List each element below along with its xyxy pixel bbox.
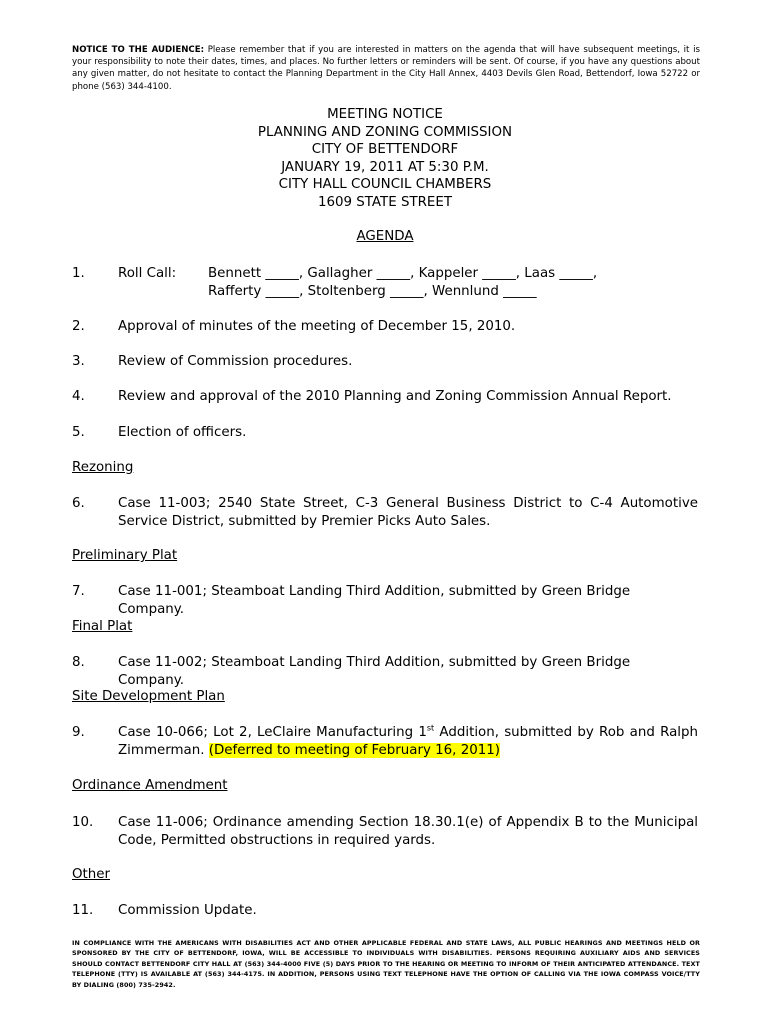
header-city: CITY OF BETTENDORF <box>311 142 459 158</box>
audience-notice <box>72 44 700 93</box>
roll-call-label: Roll Call: <box>118 266 177 281</box>
agenda-item-roll-call <box>72 265 702 305</box>
item-text: Case 11-006; Ordinance amending Section 18.30.1(e) of Appendix B to the Municipal Code, Permitted obstructions in required yards. <box>118 815 698 848</box>
roll-call-names <box>208 265 668 301</box>
ordinal-suffix: st <box>426 723 435 733</box>
item-text: Approval of minutes of the meeting of December 15, 2010. <box>118 319 516 334</box>
item-number: 10. <box>72 815 94 830</box>
agenda-item-3 <box>72 353 702 373</box>
header-address: 1609 STATE STREET <box>317 194 453 210</box>
item-text: Commission Update. <box>118 903 257 918</box>
item-number: 8. <box>72 655 85 670</box>
section-heading-preliminary-plat: Preliminary Plat <box>72 548 178 563</box>
item-text: Case 11-002; Steamboat Landing Third Addition, submitted by Green Bridge Company. <box>118 655 631 688</box>
header-location: CITY HALL COUNCIL CHAMBERS <box>278 177 492 193</box>
item-number: 4. <box>72 389 85 404</box>
agenda-item-9 <box>72 724 702 764</box>
deferred-notice-highlight: (Deferred to meeting of February 16, 2011) <box>208 743 500 758</box>
agenda-item-7 <box>72 583 702 617</box>
item-number: 6. <box>72 496 85 511</box>
agenda-item-4 <box>72 388 702 408</box>
header-date-time: JANUARY 19, 2011 AT 5:30 P.M. <box>281 159 489 175</box>
item-text <box>118 724 698 760</box>
agenda-item-8 <box>72 654 702 688</box>
item-text: Review of Commission procedures. <box>118 354 353 369</box>
item-number: 2. <box>72 319 85 334</box>
item-text-part2: Addition, submitted by Rob and Ralph Zimmerman. <box>118 725 698 758</box>
item-number: 9. <box>72 725 85 740</box>
item-text: Election of officers. <box>118 425 247 440</box>
section-heading-final-plat: Final Plat <box>72 619 133 634</box>
item-text: Review and approval of the 2010 Planning and Zoning Commission Annual Report. <box>118 389 672 404</box>
agenda-item-10 <box>72 814 702 854</box>
section-heading-other: Other <box>72 867 111 882</box>
header-commission: PLANNING AND ZONING COMMISSION <box>257 124 513 140</box>
item-text-part1: Case 10-066; Lot 2, LeClaire Manufacturing 1 <box>118 725 427 740</box>
item-text: Case 11-003; 2540 State Street, C-3 General Business District to C-4 Automotive Service District, submitted by Premier Picks Auto Sales. <box>118 496 698 529</box>
header-meeting-notice: MEETING NOTICE <box>327 107 443 122</box>
roll-call-names-line1: Bennett _____, Gallagher _____, Kappeler _____, Laas _____, <box>208 266 598 281</box>
ada-compliance-footer: IN COMPLIANCE WITH THE AMERICANS WITH DISABILITIES ACT AND OTHER APPLICABLE FEDERAL AND STATE LAWS, ALL PUBLIC HEARINGS AND MEETINGS HELD OR SPONSORED BY THE CITY OF BETTENDORF, IOWA, WILL BE ACCESSIBLE TO INDIVIDUALS WITH DISABILITIES. PERSONS REQUIRING AUXILIARY AIDS AND SERVICES SHOULD CONTACT BETTENDORF CITY HALL AT (563) 344-4000 FIVE (5) DAYS PRIOR TO THE HEARING OR MEETING TO INFORM OF THEIR ANTICIPATED ATTENDANCE. TEXT TELEPHONE (TTY) IS AVAILABLE AT (563) 344-4175. IN ADDITION, PERSONS USING TEXT TELEPHONE HAVE THE OPTION OF CALLING VIA THE IOWA COMPASS VOICE/TTY BY DIALING (800) 735-2942. <box>72 939 700 989</box>
item-number: 3. <box>72 354 85 369</box>
agenda-item-11 <box>72 902 702 922</box>
agenda-item-2 <box>72 318 702 338</box>
agenda-title: AGENDA <box>356 229 414 244</box>
item-number: 11. <box>72 903 94 918</box>
item-text: Case 11-001; Steamboat Landing Third Addition, submitted by Green Bridge Company. <box>118 584 631 617</box>
notice-label: NOTICE TO THE AUDIENCE: <box>72 45 205 55</box>
section-heading-ordinance-amendment: Ordinance Amendment <box>72 778 228 793</box>
section-heading-site-development-plan: Site Development Plan <box>72 689 225 704</box>
agenda-item-5 <box>72 424 702 444</box>
item-number: 7. <box>72 584 85 599</box>
agenda-item-6 <box>72 495 702 535</box>
roll-call-names-line2: Rafferty _____, Stoltenberg _____, Wennlund _____ <box>208 284 537 299</box>
notice-text: Please remember that if you are interested in matters on the agenda that will have subsequent meetings, it is your responsibility to note their dates, times, and places. No further letters or reminders will be sent. Of course, if you have any questions about any given matter, do not hesitate to contact the Planning Department in the City Hall Annex, 4403 Devils Glen Road, Bettendorf, Iowa 52722 or phone (563) 344-4100. <box>72 45 700 92</box>
item-number: 5. <box>72 425 85 440</box>
section-heading-rezoning: Rezoning <box>72 460 134 475</box>
meeting-header <box>0 106 770 212</box>
item-number: 1. <box>72 266 85 281</box>
